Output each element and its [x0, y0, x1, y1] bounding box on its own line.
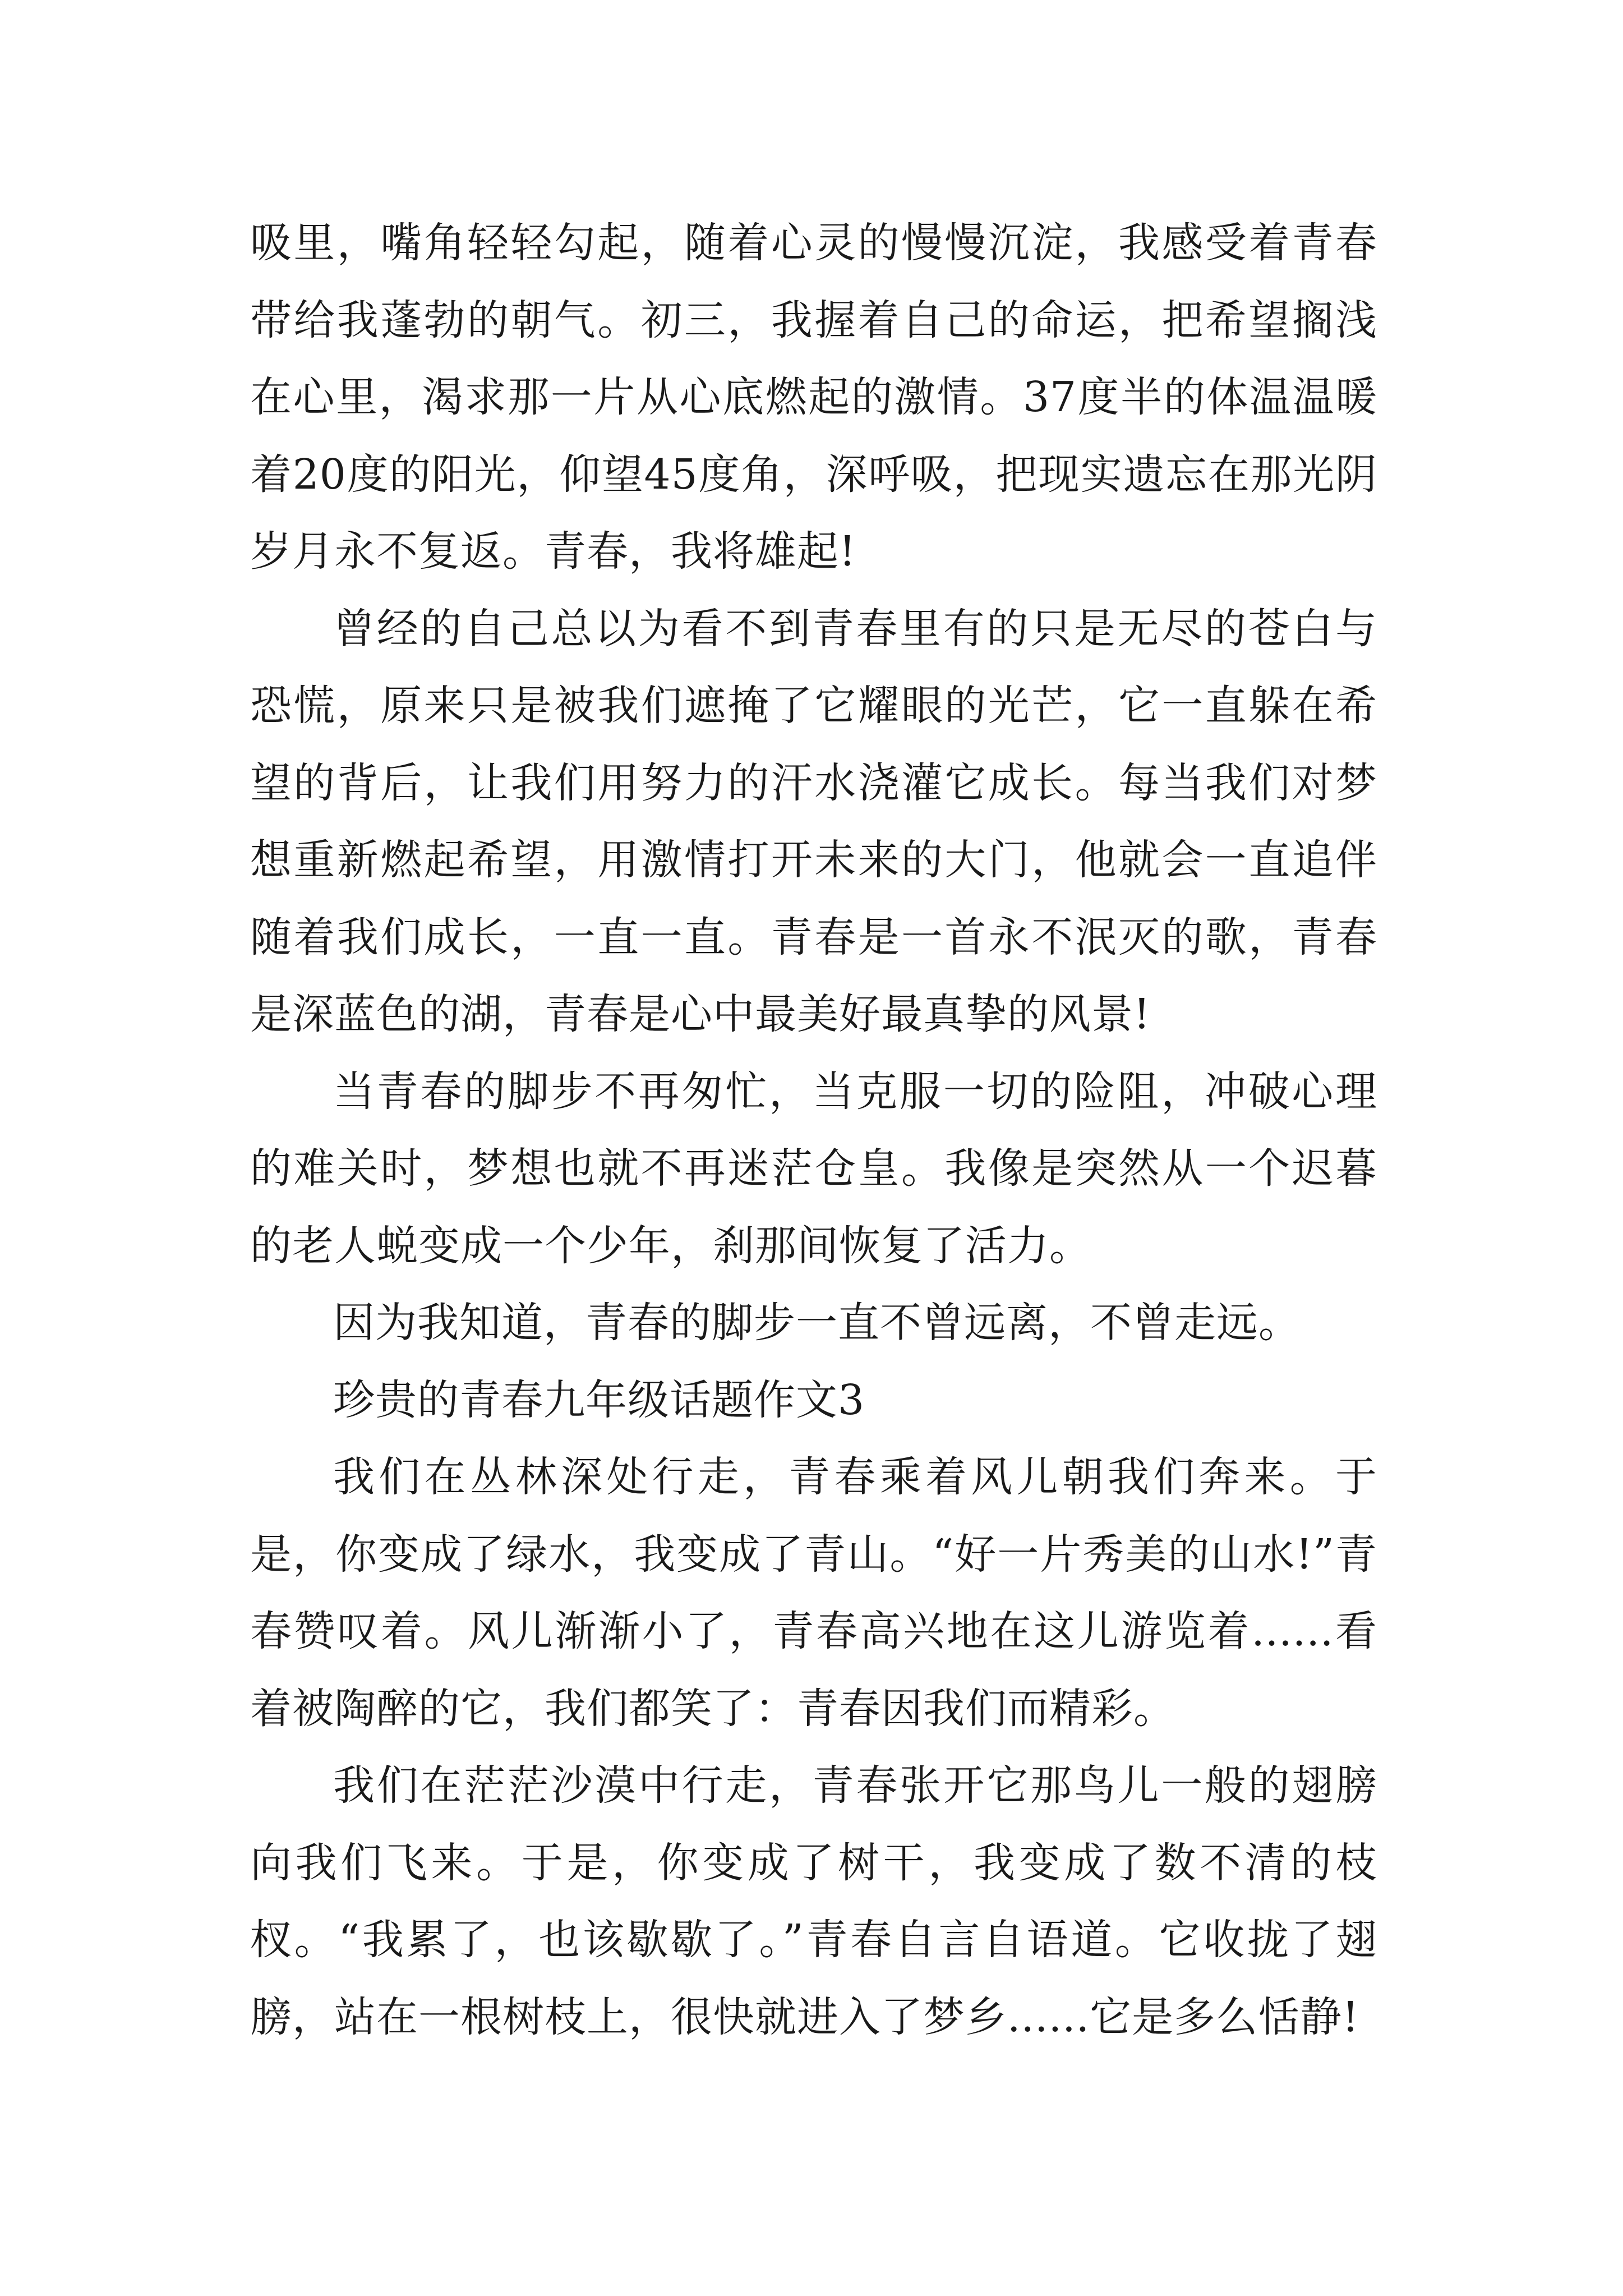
paragraph: 当青春的脚步不再匆忙，当克服一切的险阻，冲破心理的难关时，梦想也就不再迷茫仓皇。我像是突然从一个迟暮的老人蜕变成一个少年，刹那间恢复了活力。: [250, 1067, 1377, 1270]
paragraph: 因为我知道，青春的脚步一直不曾远离，不曾走远。: [333, 1299, 1301, 1347]
essay-title: 珍贵的青春九年级话题作文3: [333, 1375, 865, 1424]
essay-body: [250, 205, 1377, 2056]
paragraph: 我们在茫茫沙漠中行走，青春张开它那鸟儿一般的翅膀向我们飞来。于是，你变成了树干，我变成了数不清的枝杈。“我累了，也该歇歇了。”青春自言自语道。它收拢了翅膀，站在一根树枝上，很快就进入了梦乡......它是多么恬静!: [250, 1761, 1377, 2041]
paragraph-continued: 吸里，嘴角轻轻勾起，随着心灵的慢慢沉淀，我感受着青春带给我蓬勃的朝气。初三，我握着自己的命运，把希望搁浅在心里，渴求那一片从心底燃起的激情。37度半的体温温暖着20度的阳光，仰望45度角，深呼吸，把现实遗忘在那光阴岁月永不复返。青春，我将雄起!: [250, 219, 1377, 576]
paragraph: 曾经的自己总以为看不到青春里有的只是无尽的苍白与恐慌，原来只是被我们遮掩了它耀眼的光芒，它一直躲在希望的背后，让我们用努力的汗水浇灌它成长。每当我们对梦想重新燃起希望，用激情打开未来的大门，他就会一直追伴随着我们成长，一直一直。青春是一首永不泯灭的歌，青春是深蓝色的湖，青春是心中最美好最真挚的风景!: [250, 604, 1377, 1038]
paragraph: 我们在丛林深处行走，青春乘着风儿朝我们奔来。于是，你变成了绿水，我变成了青山。“好一片秀美的山水!”青春赞叹着。风儿渐渐小了，青春高兴地在这儿游览着......看着被陶醉的它，我们都笑了：青春因我们而精彩。: [250, 1453, 1377, 1733]
